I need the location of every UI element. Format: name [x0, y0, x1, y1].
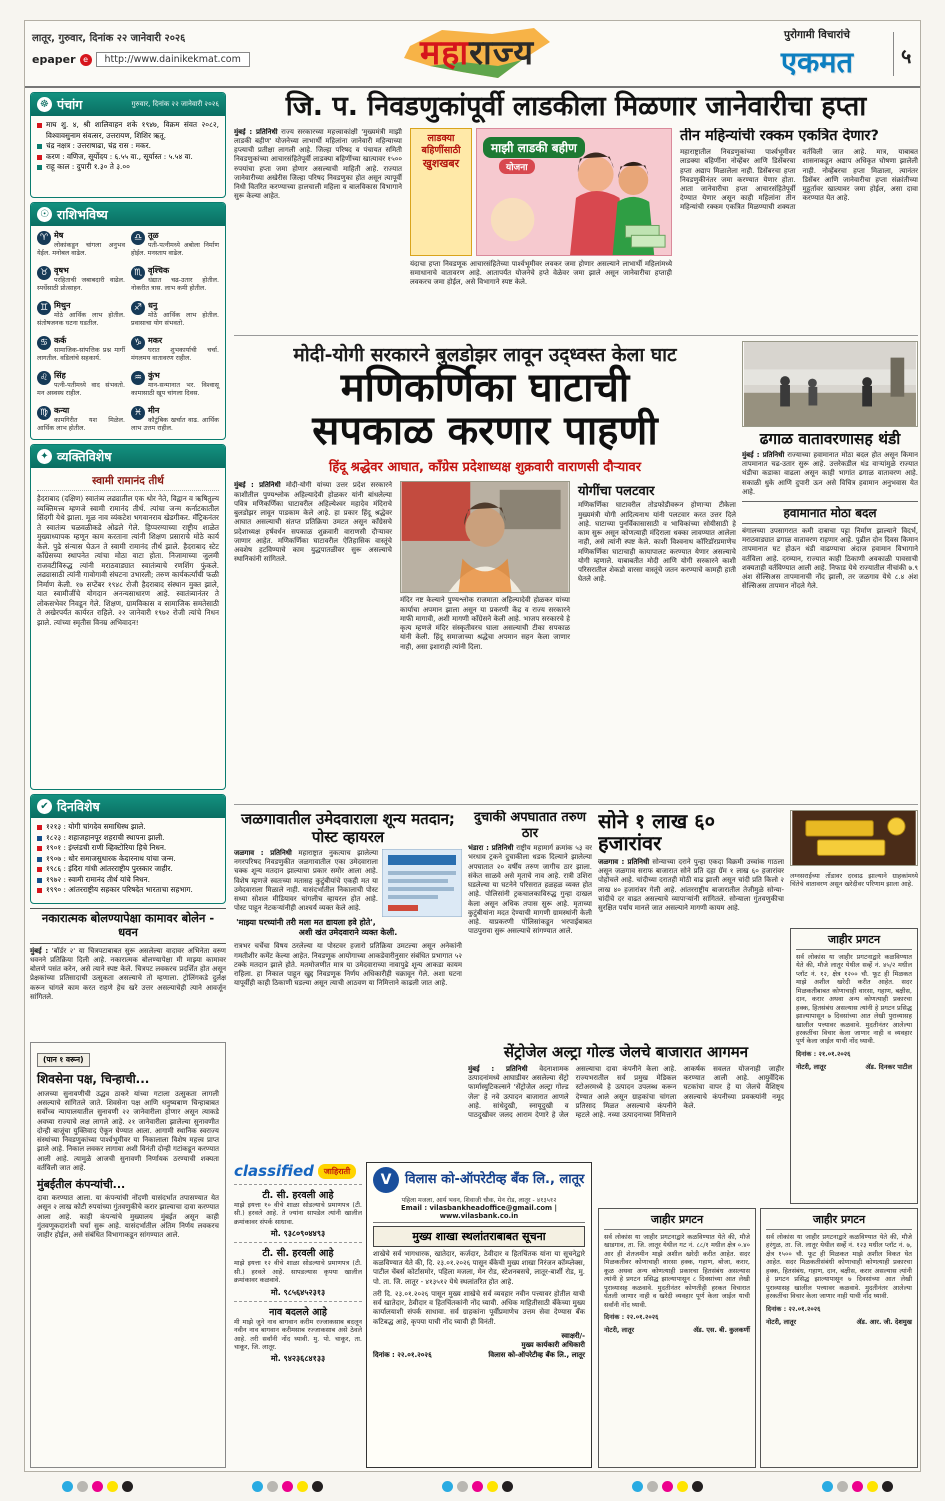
zodiac-name: मीन	[148, 406, 160, 415]
main-story-col-a-text: मोदी-योगी यांच्या उत्तर प्रदेश सरकारने काशीतील पुण्यश्लोक अहिल्यादेवी होळकर यांनी बांधलेल्या पवित्र मणिकर्णिका घाटावरील अहिल्येश्वर महादेव मंदिराचे बुलडोझर लावून पाडकाम केले आहे. हा प्रकार हिंदू श्रद्धेवर आघात असल्याची संतप्त प्रतिक्रिया उमटत असून काँग्रेसचे प्रदेशाध्यक्ष हर्षवर्धन सपकाळ शुक्रवारी वाराणसी दौऱ्यावर जाणार आहेत. मणिकर्णिका घाटावरील ऐतिहासिक वास्तूंचे अवशेष हटविण्याचे काम युद्धपातळीवर सुरू असल्याचे स्थानिकांनी सांगितले.	[234, 481, 392, 564]
bank-header	[373, 1167, 585, 1193]
divider	[234, 1184, 362, 1185]
panchang-line: चंद्र नक्षत्र : उत्तराषाढा, चंद्र रास : मकर.	[37, 141, 219, 152]
zodiac-name: तूळ	[148, 231, 159, 240]
top-story-col1-text: राज्य सरकारच्या महत्त्वाकांक्षी 'मुख्यमंत्री माझी लाडकी बहीण' योजनेच्या लाभार्थी महिलांना जानेवारी महिन्याच्या हप्त्याची प्रतीक्षा लागली आहे. जिल्हा परिषद व पंचायत समिती निवडणुकांच्या आचारसंहितेपूर्वी लाडक्या बहिणींच्या खात्यावर १५०० रुपयांचा हप्ता जमा होणार असल्याची माहिती आहे. राज्यात जानेवारीच्या अखेरीस जिल्हा परिषद निवडणुका होत असून त्यापूर्वी निधी वितरित करण्याच्या हालचाली महिला व बालविकास विभागाने सुरू केल्या आहेत.	[234, 127, 402, 201]
top-story-columns	[234, 128, 918, 324]
day-special-box	[30, 794, 226, 904]
main-story-col-c	[578, 481, 736, 773]
bank-name: विलास को-ऑपरेटीव्ह बँक लि., लातूर	[405, 1171, 585, 1187]
notice-sign-right: अ‍ॅड. आर. जी. देशमुख	[856, 1317, 912, 1326]
zodiac-icon: ♒	[131, 371, 145, 385]
gold-story	[598, 810, 784, 1036]
public-notice-title: जाहीर प्रगटन	[796, 932, 912, 950]
person-name: स्वामी रामानंद तीर्थ	[37, 472, 219, 491]
yogi-response-subhead: योगींचा पलटवार	[578, 484, 655, 500]
horoscope-icon: ☉	[37, 207, 52, 222]
main-story-headline-1: मणिकर्णिका घाटाची	[340, 365, 630, 411]
panchang-title: पंचांग	[57, 97, 83, 112]
day-special-item: १९७२ : स्वामी रामानंद तीर्थ यांचे निधन.	[37, 875, 219, 886]
zodiac-entry	[37, 265, 125, 297]
main-story-kicker: मोदी-योगी सरकारने बुलडोझर लावून उद्ध्वस्त केला घाट	[293, 344, 677, 366]
zodiac-entry	[131, 265, 219, 297]
centrojel-dateline: मुंबई : प्रतिनिधी	[468, 1065, 528, 1073]
public-notice-2	[598, 1208, 756, 1468]
panchang-line: राहू काल : दुपारी १.३० ते ३.००	[37, 162, 219, 173]
public-notice-signatures	[796, 1062, 912, 1071]
public-notice-3	[760, 1208, 918, 1468]
person-special-header	[31, 445, 225, 468]
bank-signature	[488, 1332, 585, 1360]
gold-extra-text: लग्नसराईच्या तोंडावर दरवाढ झाल्याने ग्राहकांमध्ये चिंतेचे वातावरण असून खरेदीवर परिणाम झाला आहे.	[790, 872, 918, 889]
zodiac-entry	[37, 335, 125, 367]
weather-body: राज्याच्या हवामानात मोठा बदल होत असून किमान तापमानात चढ-उतार सुरू आहे. उत्तरेकडील थंड वाऱ्यांमुळे राज्यात थंडीचा कडाका वाढला असून काही भागांत ढगाळ वातावरण आहे. सकाळी धुके आणि दुपारी ऊन असे विचित्र हवामान अनुभवास येत आहे.	[742, 450, 918, 496]
day-special-item: १९९० : आंतरराष्ट्रीय सहकार परिषदेत भारताचा सहभाग.	[37, 885, 219, 896]
person-special-body	[31, 468, 225, 631]
public-notice-date: दिनांक : २१.०१.२०२६	[796, 1049, 851, 1058]
zodiac-text: परहिताची जबाबदारी वाढेल. स्पर्धेसाठी प्रोत्साहन.	[37, 276, 125, 292]
day-special-item: १८२३ : शहाजहानपूर शहराची स्थापना झाली.	[37, 833, 219, 844]
registration-marks	[252, 1481, 323, 1492]
zodiac-name: वृश्चिक	[148, 266, 170, 275]
zodiac-text: पत्नी-पतीमध्ये वाद संभवतो. मन अस्वस्थ राहील.	[37, 381, 125, 397]
zodiac-name: कन्या	[54, 406, 70, 415]
zodiac-text: घरात शुभकार्याची चर्चा. मंगलमय वातावरण राहील.	[131, 346, 219, 362]
main-story-col-b-text: मंदिर नष्ट केल्याने पुण्यश्लोक राजमाता अहिल्यादेवी होळकर यांच्या कार्याचा अपमान झाला असून या प्रकरणी केंद्र व राज्य सरकारने माफी मागावी, अशी मागणी काँग्रेसने केली आहे. भाजप सरकारचे हे कृत्य म्हणजे मंदिर संस्कृतीवरच घाला असल्याची टीका सपकाळ यांनी केली. हिंदू समाजाच्या श्रद्धेचा अपमान सहन केला जाणार नाही, असा इशाराही त्यांनी दिला.	[400, 596, 570, 651]
dhawan-headline: नकारात्मक बोलण्यापेक्षा कामावर बोलेन - धवन	[30, 908, 226, 944]
globe-icon: e	[80, 54, 92, 66]
bank-date: दिनांक : २२.०१.२०२६	[373, 1351, 432, 1360]
horoscope-grid	[31, 226, 225, 440]
zodiac-entry	[37, 405, 125, 437]
panchang-line: करण : वणिज, सूर्योदय : ६.५५ वा., सूर्यास्त : ५.५४ वा.	[37, 152, 219, 163]
day-special-body	[31, 818, 225, 900]
public-notice-title: जाहीर प्रगटन	[766, 1212, 912, 1230]
zodiac-text: मोठे आर्थिक लाभ होतील. संतोषजनक घटना घडतील.	[37, 311, 125, 327]
zodiac-icon: ♍	[37, 406, 51, 420]
scheme-title: माझी लाडकी बहीण	[483, 137, 585, 158]
brand-tagline: पुरोगामी विचारांचे	[784, 29, 850, 41]
gold-dateline: जळगाव : प्रतिनिधी	[598, 858, 650, 866]
top-story-col2	[410, 128, 672, 324]
top-story-col3-text: महाराष्ट्रातील निवडणुकांच्या पार्श्वभूमीवर लाडक्या बहिणींना नोव्हेंबर आणि डिसेंबरचा हप्ता अद्याप मिळालेला नाही. डिसेंबरचा हप्ता निवडणुकीनंतर जमा करण्यात येणार होता. आता जानेवारीचा हप्ता आचारसंहितेपूर्वी देण्यात येणार असून काही महिलांना तीन महिन्यांची रक्कम एकत्रित मिळण्याची शक्यता वर्तविली जात आहे. मात्र, याबाबत शासनाकडून अद्याप अधिकृत घोषणा झालेली नाही. नोव्हेंबरचा हप्ता मिळाला, त्यानंतर डिसेंबर आणि जानेवारीचा हप्ता संक्रांतीच्या मुहूर्तावर खात्यावर जमा होईल, असा दावा करण्यात येत आहे.	[680, 148, 918, 212]
panchang-icon: ☸	[37, 97, 52, 112]
day-special-header	[31, 795, 225, 818]
zodiac-entry	[37, 370, 125, 402]
zero-vote-dateline: जळगाव : प्रतिनिधी	[234, 849, 292, 857]
day-special-item: १९८६ : इंदिरा गांधी आंतरराष्ट्रीय पुरस्कार जाहीर.	[37, 864, 219, 875]
header-divider	[893, 32, 894, 76]
zodiac-text: पती-पत्नीमध्ये अबोला निर्माण होईल. मनस्ताप वाढेल.	[131, 241, 219, 257]
edition-date-text: लातूर, गुरुवार, दिनांक २२ जानेवारी २०२६	[32, 33, 186, 44]
bank-email-link[interactable]: Email : vilasbankheadoffice@gmail.com | www.vilasbank.co.in	[373, 1204, 585, 1223]
weather-box-body: बंगालच्या उपसागरात कमी दाबाचा पट्टा निर्माण झाल्याने विदर्भ, मराठवाड्यात ढगाळ वातावरण राहणार आहे. पुढील दोन दिवस किमान तापमानात घट होऊन थंडी वाढण्याचा अंदाज हवामान विभागाने वर्तविला आहे. दरम्यान, राज्यात काही ठिकाणी अवकाळी पावसाची शक्यताही वर्तविण्यात आली आहे. निफाड येथे राज्यातील नीचांकी ७.९ अंश सेल्सिअस तापमानाची नोंद झाली, तर जळगाव येथे ८.४ अंश सेल्सिअस तापमान नोंदले गेले.	[742, 526, 918, 591]
continued-from-tag: (पान १ वरून)	[37, 1053, 90, 1067]
section-divider	[234, 804, 918, 805]
epaper-row	[32, 52, 250, 67]
dhawan-body	[30, 947, 226, 1002]
top-story-col1	[234, 128, 402, 324]
divider	[234, 1242, 362, 1243]
bank-logo: V	[373, 1167, 399, 1193]
zodiac-icon: ♉	[37, 266, 51, 280]
main-story-headline-2: सपकाळ करणार पाहणी	[312, 408, 658, 455]
divider	[234, 1301, 362, 1302]
panchang-line: माघ शु. ४, श्री शालिवाहन शके १९४७, विक्रम संवत २०८२, विश्वावसुनाम संवत्सर, उत्तरायण, शिशिर ऋतू.	[37, 120, 219, 141]
bank-footer	[373, 1332, 585, 1360]
dhawan-text: 'बॉर्डर २' या चित्रपटाबाबत सुरू असलेल्या वादावर अभिनेता वरुण धवनने प्रतिक्रिया दिली आहे. नकारात्मक बोलण्यापेक्षा मी माझ्या कामावर बोलणे पसंत करेन, असे त्याने स्पष्ट केले. चित्रपट लवकरच प्रदर्शित होत असून प्रेक्षकांच्या प्रतिसादाची उत्सुकता असल्याचे तो म्हणाला. ट्रोलिंगकडे दुर्लक्ष करून चांगले काम करत राहणे हेच खरे उत्तर असल्याचेही त्याने आवर्जून सांगितले.	[30, 946, 226, 1001]
weather-story	[742, 341, 918, 803]
kicker-line1: लाडक्या बहिणींसाठी	[421, 132, 461, 157]
zodiac-entry	[131, 230, 219, 262]
public-notice-date: दिनांक : २२.०१.२०२६	[766, 1304, 821, 1313]
person-special-title: व्यक्तिविशेष	[57, 449, 112, 464]
zero-vote-quote: 'माझ्या घरच्यांनी तरी मला मत द्यायला हवे होते', अशी खंत उमेदवाराने व्यक्त केली.	[236, 917, 398, 938]
kicker-line2: खुशखबर	[422, 157, 460, 171]
centrojel-headline: सेंट्रोजेल अल्ट्रा गोल्ड जेलचे बाजारात आगमन	[503, 1043, 749, 1061]
public-notice-date: दिनांक : २२.०१.२०२६	[604, 1312, 659, 1321]
bank-notice-body-1: शाखेचे सर्व भागधारक, खातेदार, कर्जदार, ठेवीदार व हितचिंतक यांना या सूचनेद्वारे कळविण्यात येते की, दि. २३.०१.२०२६ पासून बँकेची मुख्य शाखा निरंजन कॉम्प्लेक्स, पाटील चेंबर्स कोर्टासमोर, पहिला मजला, मेन रोड, स्टेशनबसचे, लातूर-बार्शी रोड, मु. पो. ता. जि. लातूर - ४१३५१२ येथे स्थलांतरित होत आहे.	[373, 1250, 585, 1286]
masthead-title	[377, 28, 577, 74]
registration-marks	[442, 1481, 513, 1492]
classified-notice-body: माझे इयत्ता १० वीचे शाळा सोडल्याचे प्रमाणपत्र (टी. सी.) हरवले आहे. ते ज्यांना सापडेल त्यांनी खालील क्रमांकावर संपर्क साधावा.	[234, 1201, 362, 1226]
classified-wordmark: classified	[234, 1162, 314, 1180]
zero-vote-text-2: रात्रभर चर्चेचा विषय ठरलेल्या या पोस्टवर हजारो प्रतिक्रिया उमटल्या असून अनेकांनी गमतीशीर कमेंट केल्या आहेत. निवडणूक आयोगाच्या आकडेवारीनुसार संबंधित प्रभागात ५२ टक्के मतदान झाले होते. मतमोजणीत मात्र या उमेदवाराच्या नावापुढे शून्य आकडा कायम राहिला. हा निकाल पाहून खुद्द निवडणूक निर्णय अधिकारीही चक्रावून गेले. अशा घटना यापूर्वीही काही ठिकाणी घडल्या असून त्याची आठवण या निमित्ताने काढली जात आहे.	[234, 942, 462, 988]
notice-sign-left: नोटरी, लातूर	[604, 1326, 635, 1335]
classified-notice-phone: मो. ९८५६४५२३१३	[270, 1287, 326, 1297]
gold-bars-photo	[790, 810, 918, 866]
zodiac-name: मिथुन	[54, 301, 71, 310]
zodiac-entry	[37, 230, 125, 262]
page1-continuation	[30, 1042, 226, 1468]
classified-notice-phone: मो. ९३८०९०४४९३	[270, 1229, 326, 1239]
bank-notice-body-2: तरी दि. २३.०१.२०२६ पासून मुख्य शाखेचे सर्व व्यवहार नवीन पत्त्यावर होतील याची सर्व खातेदार, ठेवीदार व हितचिंतकांनी नोंद घ्यावी. अधिक माहितीसाठी बँकेच्या मुख्य कार्यालयाशी संपर्क साधावा. सर्व ग्राहकांना पूर्वीप्रमाणेच उत्तम सेवा देण्यास बँक कटिबद्ध आहे, कृपया याची नोंद घ्यावी ही विनंती.	[373, 1289, 585, 1326]
top-story-col2-text: यंदाचा हप्ता निवडणूक आचारसंहितेच्या पार्श्वभूमीवर लवकर जमा होणार असल्याने लाभार्थी महिलांमध्ये समाधानाचे वातावरण आहे. आतापर्यंत योजनेचे हप्ते वेळेवर जमा झाले असून जानेवारीचा हप्ताही लवकरच जमा होईल, असे विभागाने स्पष्ट केले.	[410, 259, 672, 287]
bank-address: पहिला मजला, आर्य भवन, शिवाजी चौक, मेन रोड, लातूर - ४१३५१२	[401, 1197, 557, 1204]
day-special-title: दिनविशेष	[57, 799, 100, 814]
day-special-item: १२१३ : योगी चांगदेव समाधिस्थ झाले.	[37, 822, 219, 833]
public-notice-text: सर्व लोकांस या जाहीर प्रगटनाद्वारे कळविण्यात येते की, मौजे लातूर येथील सर्व्हे नं. ४५/२ मधील प्लॉट नं. १२, क्षेत्र १२०० चौ. फूट ही मिळकत माझे अशील खरेदी करीत आहेत. सदर मिळकतीबाबत कोणाचाही वारसा, गहाण, बक्षीस, दान, करार अथवा अन्य कोणत्याही प्रकारचा हक्क, हितसंबंध असल्यास त्यांनी हे प्रगटन प्रसिद्ध झाल्यापासून ७ दिवसांच्या आत लेखी पुराव्यासह खालील पत्त्यावर कळवावे. मुदतीनंतर आलेल्या हरकतींचा विचार केला जाणार नाही व व्यवहार पूर्ण केला जाईल याची नोंद घ्यावी.	[796, 953, 912, 1046]
weather-dateline: मुंबई : प्रतिनिधी	[742, 450, 785, 459]
top-story	[234, 92, 918, 334]
panchang-body	[31, 116, 225, 177]
panchang-header	[31, 93, 225, 116]
continuation-subheadline: मुंबईतील कंपन्यांची...	[37, 1178, 126, 1192]
politician-photo	[400, 481, 570, 593]
classified-notice-title: टी. सी. हरवली आहे	[262, 1248, 334, 1260]
weather-photo	[742, 341, 918, 427]
accident-story	[468, 810, 592, 1038]
bank-advertisement	[366, 1162, 592, 1468]
zodiac-entry	[131, 335, 219, 367]
person-special-box	[30, 444, 226, 790]
zodiac-text: मान-सन्मानात भर. विश्वासू कामासाठी खूप चांगला दिवस.	[131, 381, 219, 397]
dhawan-article	[30, 908, 226, 1038]
gold-headline: सोने १ लाख ६० हजारांवर	[598, 810, 715, 855]
top-story-sub-headline: तीन महिन्यांची रक्कम एकत्रित देणार?	[680, 127, 879, 144]
zodiac-icon: ♐	[131, 301, 145, 315]
person-icon: ✦	[37, 449, 52, 464]
zodiac-name: कुंभ	[148, 371, 160, 380]
top-story-col3	[680, 128, 918, 324]
calendar-icon: ✔	[37, 799, 52, 814]
horoscope-box	[30, 202, 226, 440]
zodiac-name: वृषभ	[54, 266, 69, 275]
gold-text: सोन्याच्या दराने पुन्हा एकदा विक्रमी उच्चांक गाठला असून जळगाव सराफ बाजारात सोने प्रति दहा ग्रॅम १ लाख ६० हजारांवर पोहोचले आहे. चांदीच्या दरातही मोठी वाढ झाली असून चांदी प्रति किलो २ लाख ४० हजारांवर गेली आहे. आंतरराष्ट्रीय बाजारातील तेजीमुळे सोन्या-चांदीचे दर वाढत असल्याचे व्यापाऱ्यांनी सांगितले. सोन्याला गुंतवणुकीचा सुरक्षित पर्याय मानले जात असल्याने मागणी कायम आहे.	[598, 858, 784, 913]
classified-section	[234, 1162, 362, 1468]
main-story-dateline: मुंबई : प्रतिनिधी	[234, 481, 281, 490]
viral-post-image	[382, 849, 462, 921]
zodiac-text: सामाजिक-सांपत्तिक प्रश्न मार्गी लागतील. वडिलांचे सहकार्य.	[37, 346, 125, 362]
accident-text: राष्ट्रीय महामार्ग क्रमांक ५३ वर भरधाव ट्रकने दुचाकीला धडक दिल्याने झालेल्या अपघातात २० वर्षीय तरुण जागीच ठार झाला. संकेत साळवे असे मृताचे नाव आहे. रात्री उशिरा घडलेल्या या घटनेने परिसरात हळहळ व्यक्त होत आहे. पोलिसांनी ट्रकचालकाविरुद्ध गुन्हा दाखल केला असून अधिक तपास सुरू आहे. मृताच्या कुटुंबीयांना मदत देण्याची मागणी ग्रामस्थांनी केली आहे. याप्रकरणी पोलिसांकडून भरपाईबाबत पाठपुरावा सुरू असल्याचे सांगण्यात आले.	[468, 844, 592, 936]
registration-marks	[822, 1481, 893, 1492]
zodiac-entry	[37, 300, 125, 332]
registration-marks	[632, 1481, 703, 1492]
zero-vote-body-wrap	[234, 849, 462, 914]
masthead-maha: महा	[419, 33, 470, 73]
horoscope-header	[31, 203, 225, 226]
day-special-item: १९०१ : इंग्लंडची राणी व्हिक्टोरिया हिचे निधन.	[37, 843, 219, 854]
zodiac-name: कर्क	[54, 336, 67, 345]
zodiac-icon: ♋	[37, 336, 51, 350]
main-story	[234, 341, 736, 803]
bank-sign-label: स्वाक्षरी/-	[561, 1331, 585, 1340]
classified-logo	[234, 1162, 362, 1180]
panchang-subtitle: गुरुवार, दिनांक २२ जानेवारी २०२६	[131, 100, 219, 108]
classified-notice-phone: मो. ९४२३६८४१३३	[270, 1354, 326, 1364]
classified-tag: जाहिराती	[318, 1164, 356, 1179]
bank-notice-title: मुख्य शाखा स्थलांतराबाबत सूचना	[373, 1226, 585, 1247]
top-story-headline: जि. प. निवडणुकांपूर्वी लाडकीला मिळणार जानेवारीचा हप्ता	[285, 91, 867, 122]
notice-sign-right: अ‍ॅड. एस. बी. कुलकर्णी	[693, 1326, 750, 1335]
main-story-col-c-text: मणिकर्णिका घाटावरील तोडफोडीवरून होणाऱ्या टीकेला मुख्यमंत्री योगी आदित्यनाथ यांनी पलटवार करत उत्तर दिले आहे. घाटाच्या पुनर्विकासासाठी व भाविकांच्या सोयीसाठी हे काम सुरू असून कोणत्याही मंदिराला धक्का लावण्यात आलेला नाही, असे त्यांनी स्पष्ट केले. काशी विश्वनाथ कॉरिडॉरप्रमाणेच मणिकर्णिका घाटाचाही कायापालट करण्यात येणार असल्याचे योगी म्हणाले. याबाबतीत मोदी आणि योगी सरकारने काशी परिसरातील शेकडो वारसा वास्तूंचे जतन करण्याचे कामही हाती घेतले आहे.	[578, 501, 736, 584]
weather-headline: ढगाळ वातावरणासह थंडी	[759, 430, 901, 448]
public-notice-signatures	[604, 1325, 750, 1334]
zero-vote-story	[234, 810, 462, 1158]
zodiac-icon: ♏	[131, 266, 145, 280]
masthead	[377, 28, 577, 82]
continuation-body: आजच्या सुनावणीची उद्धव ठाकरे यांच्या गटाला उत्सुकता लागली असल्याचे सांगितले जाते. शिवसेना पक्ष आणि धनुष्यबाण चिन्हाबाबत सर्वोच्च न्यायालयातील सुनावणी २२ जानेवारीला होणार असून त्याकडे अवघ्या राज्याचे लक्ष लागले आहे. २१ जानेवारीला झालेल्या सुनावणीत दोन्ही बाजूंचा युक्तिवाद ऐकून घेण्यात आला. आगामी स्थानिक स्वराज्य संस्थांच्या निवडणुकांच्या पार्श्वभूमीवर या निकालाला विशेष महत्त्व प्राप्त झाले आहे. निकाल लवकर लागावा अशी विनंती दोन्ही गटांकडून करण्यात आली आहे. त्यामुळे आजची सुनावणी निर्णायक ठरण्याची शक्यता वर्तविली जात आहे.	[37, 1090, 219, 1172]
classified-notice-body: माझे इयत्ता १२ वीचे शाळा सोडल्याचे प्रमाणपत्र (टी. सी.) हरवले आहे. सापडल्यास कृपया खालील क्रमांकावर कळवावे.	[234, 1259, 362, 1285]
continuation-body-2: दावा करण्यात आला. या कंपन्यांची नोंदणी यासंदर्भात तपासण्यात येत असून २ लाख कोटी रुपयांच्या गुंतवणुकीचे करार झाल्याचा दावा करण्यात आला आहे. काही कंपन्यांचे मुख्यालय मुंबईत असून काही गुंतवणूकदारांशी चर्चा सुरू आहे. यासंदर्भातील अंतिम निर्णय लवकरच जाहीर होईल, असे संबंधित विभागाकडून सांगण्यात आले.	[37, 1194, 219, 1240]
public-notice-text: सर्व लोकांस या जाहीर प्रगटनाद्वारे कळविण्यात येते की, मौजे खाडगाव, ता. जि. लातूर येथील गट नं. ८८/१ मधील क्षेत्र ०.४० आर ही शेतजमीन माझे अशील खरेदी करीत आहेत. सदर मिळकतीवर कोणाचाही वारसा हक्क, गहाण, बोजा, करार, कूळ अथवा अन्य कोणत्याही प्रकारचा हितसंबंध असल्यास त्यांनी हे प्रगटन प्रसिद्ध झाल्यापासून ८ दिवसांच्या आत लेखी पुराव्यासह कळवावे. मुदतीनंतर कोणतीही हरकत विचारात घेतली जाणार नाही व खरेदी व्यवहार पूर्ण केला जाईल याची सर्वांनी नोंद घ्यावी.	[604, 1233, 750, 1309]
notice-sign-left: नोटरी, लातूर	[796, 1063, 827, 1072]
zodiac-text: लोकांकडून चांगला अनुभव येईल. मनोबल वाढेल.	[37, 241, 125, 257]
zodiac-entry	[131, 300, 219, 332]
public-notice-1	[790, 928, 918, 1204]
zodiac-icon: ♑	[131, 336, 145, 350]
main-story-col-a	[234, 481, 392, 773]
ladki-bahin-figure	[410, 128, 672, 256]
brand-name: एकमत	[780, 45, 854, 79]
day-special-item: १९०७ : थोर समाजसुधारक केदारनाथ यांचा जन्म.	[37, 854, 219, 865]
centrojel-columns	[468, 1065, 784, 1120]
scheme-subtitle: योजना	[499, 159, 535, 174]
notice-sign-left: नोटरी, लातूर	[766, 1317, 797, 1326]
zero-vote-headline: जळगावातील उमेदवाराला शून्य मतदान; पोस्ट व्हायरल	[241, 810, 455, 846]
zodiac-text: कामगिरीत यश मिळेल. आर्थिक लाभ होतील.	[37, 416, 125, 432]
zodiac-icon: ♎	[131, 231, 145, 245]
public-notice-text: सर्व लोकांस या जाहीर प्रगटनाद्वारे कळविण्यात येते की, मौजे हरंगुळ, ता. जि. लातूर येथील सर्व्हे नं. १२३ मधील प्लॉट नं. ७, क्षेत्र १५०० चौ. फूट ही मिळकत माझे अशील विकत घेत आहेत. सदर मिळकतीसंबंधी कोणाचाही कोणत्याही प्रकारचा हक्क, हितसंबंध, गहाण, दान, बक्षीस, करार असल्यास त्यांनी हे प्रगटन प्रसिद्ध झाल्यापासून ७ दिवसांच्या आत लेखी पुराव्यासह खालील पत्त्यावर कळवावे. मुदतीनंतर आलेल्या हरकतींचा विचार केला जाणार नाही याची नोंद घ्यावी.	[766, 1233, 912, 1301]
zodiac-name: मेष	[54, 231, 64, 240]
person-special-text: हैदराबाद (दक्षिण) स्वातंत्र्य लढ्यातील एक थोर नेते, विद्वान व ऋषितुल्य व्यक्तिमत्त्व म्हणजे स्वामी रामानंद तीर्थ. त्यांचा जन्म कर्नाटकातील सिंदगी येथे झाला. मूळ नाव व्यंकटेश भगवानराव खेडगीकर. मॅट्रिकनंतर ते स्वातंत्र्य चळवळीकडे ओढले गेले. हिप्परग्याच्या राष्ट्रीय शाळेत मुख्याध्यापक म्हणून काम करताना त्यांनी शिक्षण प्रसाराचे मोठे कार्य केले. पुढे संन्यास घेऊन ते स्वामी रामानंद तीर्थ झाले. हैदराबाद स्टेट काँग्रेसच्या स्थापनेत त्यांचा मोठा वाटा होता. निजामाच्या जुलमी राजवटीविरुद्ध त्यांनी मराठवाड्यात स्वातंत्र्याचे रणशिंग फुंकले. लढ्यासाठी त्यांनी गावोगावी संघटना उभारली; तरुण कार्यकर्त्यांची फळी निर्माण केली. १७ सप्टेंबर १९४८ रोजी हैदराबाद संस्थान मुक्त झाले, यात स्वामीजींचे योगदान अनन्यसाधारण आहे. स्वातंत्र्यानंतर ते लोकसभेवर निवडून गेले. शिक्षण, ग्रामविकास व सामाजिक समतेसाठी ते अखेरपर्यंत कार्यरत राहिले. २२ जानेवारी १९७२ रोजी त्यांचे निधन झाले. त्यांच्या स्मृतीस विनम्र अभिवादन!	[37, 494, 219, 627]
panchang-box	[30, 92, 226, 198]
epaper-label: epaper	[32, 53, 76, 66]
bank-sign-org: विलास को-ऑपरेटीव्ह बँक लि., लातूर	[488, 1350, 585, 1359]
classified-notice-body: मी माझे जुने नाव बागवान करीम रज्जाकसाब बदलून नवीन नाव बागवान करीमसाब रज्जाकसाब असे ठेवले आहे. तरी सर्वांनी नोंद घ्यावी. मु. पो. चाकूर, ता. चाकूर, जि. लातूर.	[234, 1317, 362, 1351]
zodiac-text: धंद्यात चढ-उतार होतील. नोकरीत त्रास. लाभ कमी होतील.	[131, 276, 219, 292]
main-story-col-b	[400, 481, 570, 773]
page-number: ५	[901, 44, 912, 68]
bank-sign-role: मुख्य कार्यकारी अधिकारी	[521, 1341, 585, 1350]
kicker-box	[410, 128, 472, 256]
edition-date	[32, 30, 185, 44]
top-story-dateline: मुंबई : प्रतिनिधी	[234, 127, 278, 136]
section-divider	[234, 335, 918, 336]
zero-vote-text-1: महाराष्ट्रात नुकत्याच झालेल्या नगरपरिषद निवडणुकीत जळगावातील एका उमेदवाराला चक्क शून्य मतदान झाल्याचा प्रकार समोर आला आहे. विशेष म्हणजे स्वतःच्या मतासह कुटुंबीयांचे एकही मत या उमेदवाराला मिळाले नाही. यासंदर्भातील निकालाची पोस्ट सध्या सोशल मीडियावर चांगलीच व्हायरल होत आहे. पोस्ट पाहून नेटकऱ्यांनीही आश्चर्य व्यक्त केले आहे.	[234, 849, 379, 913]
accident-headline: दुचाकी अपघातात तरुण ठार	[473, 810, 587, 841]
zodiac-icon: ♈	[37, 231, 51, 245]
registration-marks	[62, 1481, 133, 1492]
website-link[interactable]: http://www.dainikekmat.com	[96, 52, 250, 67]
continuation-headline: शिवसेना पक्ष, चिन्हाची...	[37, 1072, 150, 1086]
ladki-bahin-illustration	[476, 128, 672, 256]
public-notice-title: जाहीर प्रगटन	[604, 1212, 750, 1230]
zodiac-name: सिंह	[54, 371, 66, 380]
centrojel-text: वेदनाशामक उत्पादनांमध्ये आघाडीवर असलेल्या सेंट्रो फार्मास्युटिकल्सने 'सेंट्रोजेल अल्ट्रा गोल्ड जेल' हे नवे उत्पादन बाजारात आणले आहे. सांधेदुखी, स्नायूदुखी व पाठदुखीवर जलद आराम देणारे हे जेल असल्याचा दावा कंपनीने केला आहे. राज्यभरातील सर्व प्रमुख मेडिकल स्टोअरमध्ये हे उत्पादन उपलब्ध करून देण्यात आले असून ग्राहकांचा चांगला प्रतिसाद मिळत असल्याचे कंपनीने म्हटले आहे. नव्या उत्पादनाच्या निमित्ताने आकर्षक सवलत योजनाही जाहीर करण्यात आली आहे. आयुर्वेदिक घटकांचा वापर हे या जेलचे वैशिष्ट्य असल्याचे कंपनीच्या प्रवक्त्यांनी नमूद केले.	[468, 1065, 784, 1120]
zodiac-entry	[131, 405, 219, 437]
weather-box-title: हवामानात मोठा बदल	[742, 501, 918, 524]
zodiac-entry	[131, 370, 219, 402]
zodiac-name: धनु	[148, 301, 158, 310]
public-notice-signatures	[766, 1317, 912, 1326]
zodiac-icon: ♌	[37, 371, 51, 385]
zodiac-text: कौटुंबिक खर्चात वाढ. आर्थिक लाभ उत्तम राहील.	[131, 416, 219, 432]
classified-notice-title: नाव बदलले आहे	[269, 1306, 327, 1318]
zodiac-icon: ♓	[131, 406, 145, 420]
zodiac-name: मकर	[148, 336, 163, 345]
main-story-columns	[234, 481, 736, 773]
brand-box	[742, 28, 892, 81]
classified-notice-title: टी. सी. हरवली आहे	[262, 1190, 334, 1201]
zodiac-text: मोठे आर्थिक लाभ होतील. प्रवासाचा योग संभवतो.	[131, 311, 219, 327]
main-story-subhead: हिंदू श्रद्धेवर आघात, काँग्रेस प्रदेशाध्यक्ष शुक्रवारी वाराणसी दौऱ्यावर	[328, 460, 642, 476]
zodiac-icon: ♊	[37, 301, 51, 315]
header-rule	[25, 86, 920, 88]
masthead-rajya: राज्य	[469, 33, 535, 73]
dhawan-dateline: मुंबई :	[30, 946, 49, 955]
horoscope-title: राशिभविष्य	[57, 207, 108, 222]
notice-sign-right: अ‍ॅड. दिनकर पाटील	[865, 1063, 912, 1072]
accident-dateline: भंडारा : प्रतिनिधी	[468, 844, 514, 853]
